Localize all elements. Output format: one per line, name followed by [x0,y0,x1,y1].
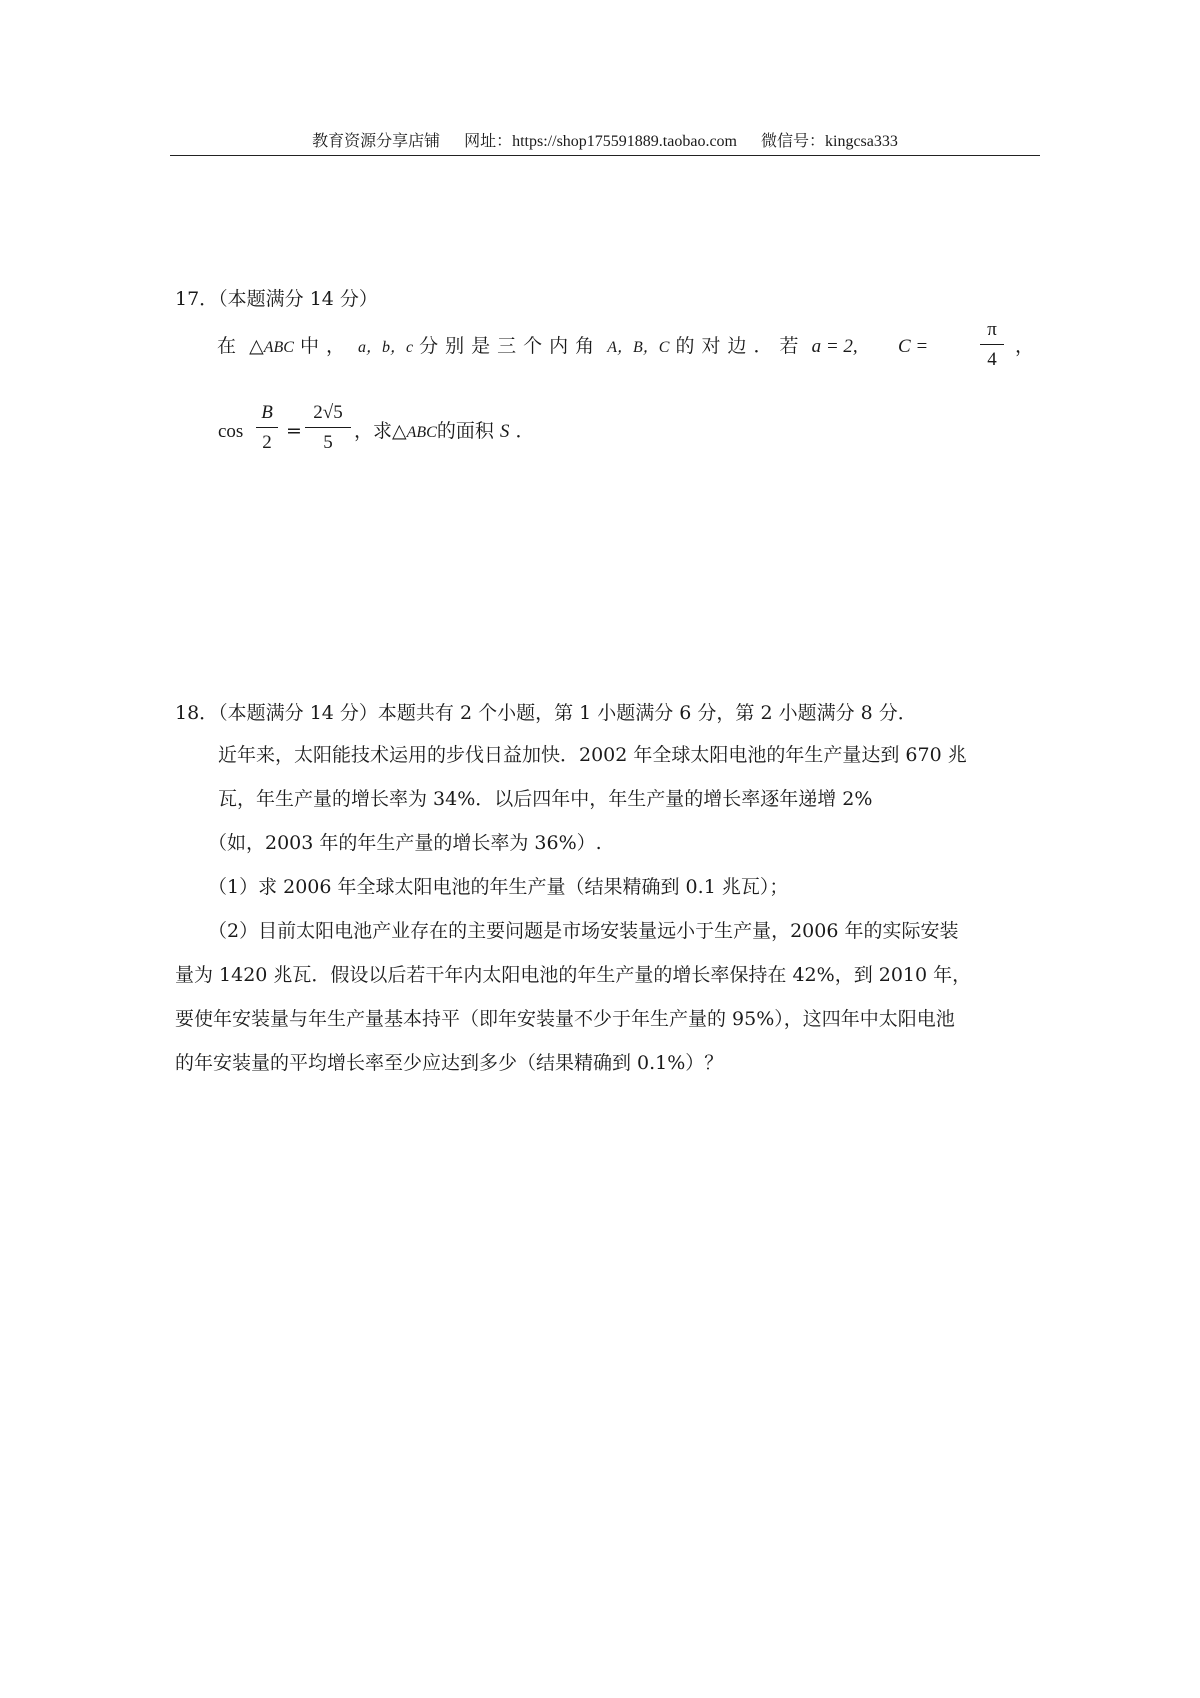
fraction-bar [256,427,278,428]
frac-denominator: 2 [262,432,272,453]
q17-abc: ABC [406,424,437,441]
q17-comma: ， [1015,335,1035,357]
q18-para-line1: 近年来，太阳能技术运用的步伐日益加快．2002 年全球太阳电池的年生产量达到 670 兆 [218,744,967,766]
q18-subq2-line2: 量为 1420 兆瓦．假设以后若干年内太阳电池的年生产量的增长率保持在 42%，到 2010 年， [175,964,972,986]
q17-line2 [354,422,534,441]
q17-cos: cos [218,421,244,442]
q17-angles: A，B，C [607,339,670,356]
q17-C-eq: C = [898,336,929,357]
q17-pi-over-4 [980,320,1004,369]
q17-B-over-2 [256,403,278,452]
q17-sides: a，b，c [358,339,414,356]
frac-denominator: 5 [323,432,333,453]
header-shop: 教育资源分享店铺 [312,133,441,150]
q17-text: 中， [299,335,352,357]
q18-para-line2: 瓦，年生产量的增长率为 34%．以后四年中，年生产量的增长率逐年递增 2% [218,788,873,810]
frac-numerator: B [261,402,273,423]
q18-subq2-line3: 要使年安装量与年生产量基本持平（即年安装量不少于年生产量的 95%），这四年中太阳电池 [175,1008,955,1030]
frac-numerator: π [987,319,997,340]
q17-text: 在 [217,335,244,357]
q18-subq2-line4: 的年安装量的平均增长率至少应达到多少（结果精确到 0.1%）？ [175,1052,724,1074]
q17-S: S [499,421,510,442]
fraction-bar [980,344,1004,345]
frac-denominator: 4 [987,349,997,370]
header-rule [170,155,1040,156]
q18-para-line3: （如，2003 年的年生产量的增长率为 36%）. [208,832,602,854]
page-header [170,128,1040,151]
q18-subq2-line1: （2）目前太阳电池产业存在的主要问题是市场安装量远小于生产量，2006 年的实际安装 [208,920,959,942]
q17-text: ，求△ [354,420,407,442]
header-url: 网址：https://shop175591889.taobao.com [464,133,737,150]
q17-abc: ABC [263,339,294,356]
q17-a-value: a = 2, [811,336,858,357]
q18-subq1: （1）求 2006 年全球太阳电池的年生产量（结果精确到 0.1 兆瓦）； [208,876,789,898]
q17-text: ． [515,420,535,442]
frac-numerator: 2√5 [313,402,343,423]
q17-title: 17．（本题满分 14 分） [175,288,378,310]
header-wechat: 微信号：kingcsa333 [761,133,898,150]
q17-root-fraction [305,403,351,452]
q17-line1 [217,337,858,356]
q17-equals: = [286,420,302,442]
q17-text: 的对边．若 [675,335,806,357]
triangle-symbol: △ [249,335,264,357]
q17-text: 分别是三个内角 [419,335,602,357]
q17-text: 的面积 [436,420,494,442]
q18-title: 18．（本题满分 14 分）本题共有 2 个小题，第 1 小题满分 6 分，第 2 小题满分 8 分． [175,702,917,724]
fraction-bar [305,427,351,428]
